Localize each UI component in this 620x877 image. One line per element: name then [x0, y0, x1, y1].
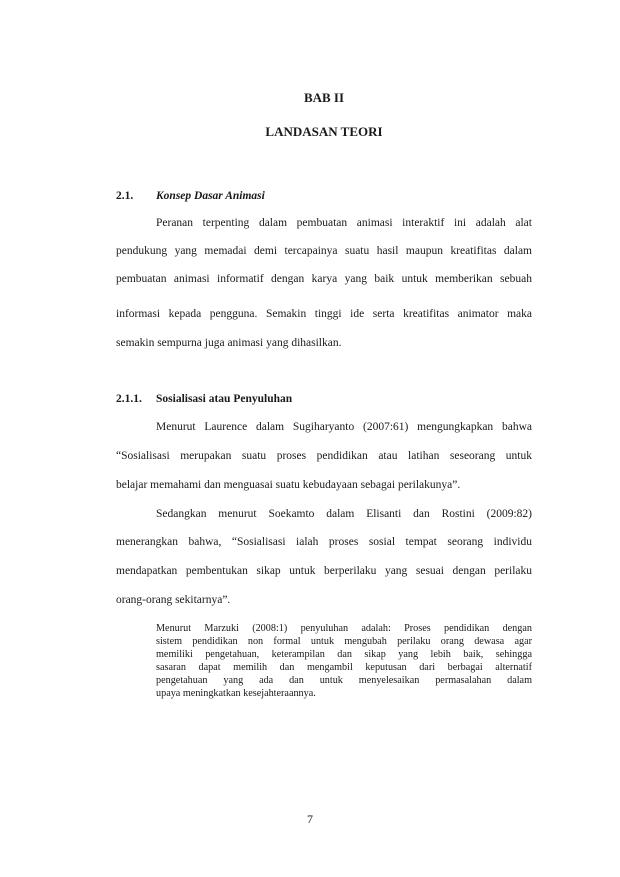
- block-quote-line: sistem pendidikan non formal untuk mengubah perilaku orang dewasa agar: [156, 636, 532, 647]
- block-quote-line: Menurut Marzuki (2008:1) penyuluhan adalah: Proses pendidikan dengan: [156, 623, 532, 634]
- paragraph-line: “Sosialisasi merupakan suatu proses pendidikan atau latihan seseorang untuk: [116, 450, 532, 462]
- chapter-label: BAB II: [303, 90, 345, 105]
- paragraph-line: Menurut Laurence dalam Sugiharyanto (2007:61) mengungkapkan bahwa: [156, 421, 532, 433]
- section-heading-2-1-1: [116, 392, 532, 406]
- paragraph-line: informasi kepada pengguna. Semakin tinggi ide serta kreatifitas animator maka: [116, 308, 532, 320]
- section-title: Konsep Dasar Animasi: [156, 190, 265, 202]
- paragraph-line: semakin sempurna juga animasi yang dihasilkan.: [116, 337, 342, 349]
- block-quote-line: sasaran dapat memilih dan mengambil keputusan dari berbagai alternatif: [156, 662, 532, 673]
- block-quote-line: memiliki pengetahuan, keterampilan dan sikap yang lebih baik, sehingga: [156, 649, 532, 660]
- chapter-title: LANDASAN TEORI: [265, 124, 383, 139]
- paragraph-line: belajar memahami dan menguasai suatu kebudayaan sebagai perilakunya”.: [116, 479, 461, 491]
- paragraph-line: menerangkan bahwa, “Sosialisasi ialah proses sosial tempat seorang individu: [116, 536, 532, 548]
- paragraph-line: pendukung yang memadai demi tercapainya suatu hasil maupun kreatifitas dalam: [116, 245, 532, 257]
- page-number: 7: [307, 812, 313, 826]
- section-heading-2-1: [116, 189, 532, 203]
- section-number: 2.1.1.: [116, 393, 142, 405]
- block-quote-line: pengetahuan yang ada dan untuk menyelesaikan permasalahan dalam: [156, 675, 532, 686]
- paragraph-line: Sedangkan menurut Soekamto dalam Elisanti dan Rostini (2009:82): [156, 508, 532, 520]
- paragraph-line: Peranan terpenting dalam pembuatan animasi interaktif ini adalah alat: [156, 217, 532, 229]
- section-number: 2.1.: [116, 190, 134, 202]
- paragraph-line: pembuatan animasi informatif dengan karya yang baik untuk memberikan sebuah: [116, 273, 532, 285]
- paragraph-line: mendapatkan pembentukan sikap untuk berperilaku yang sesuai dengan perilaku: [116, 565, 532, 577]
- block-quote-line: upaya meningkatkan kesejahteraannya.: [156, 688, 316, 699]
- paragraph-line: orang-orang sekitarnya”.: [116, 594, 231, 606]
- section-title: Sosialisasi atau Penyuluhan: [156, 393, 293, 405]
